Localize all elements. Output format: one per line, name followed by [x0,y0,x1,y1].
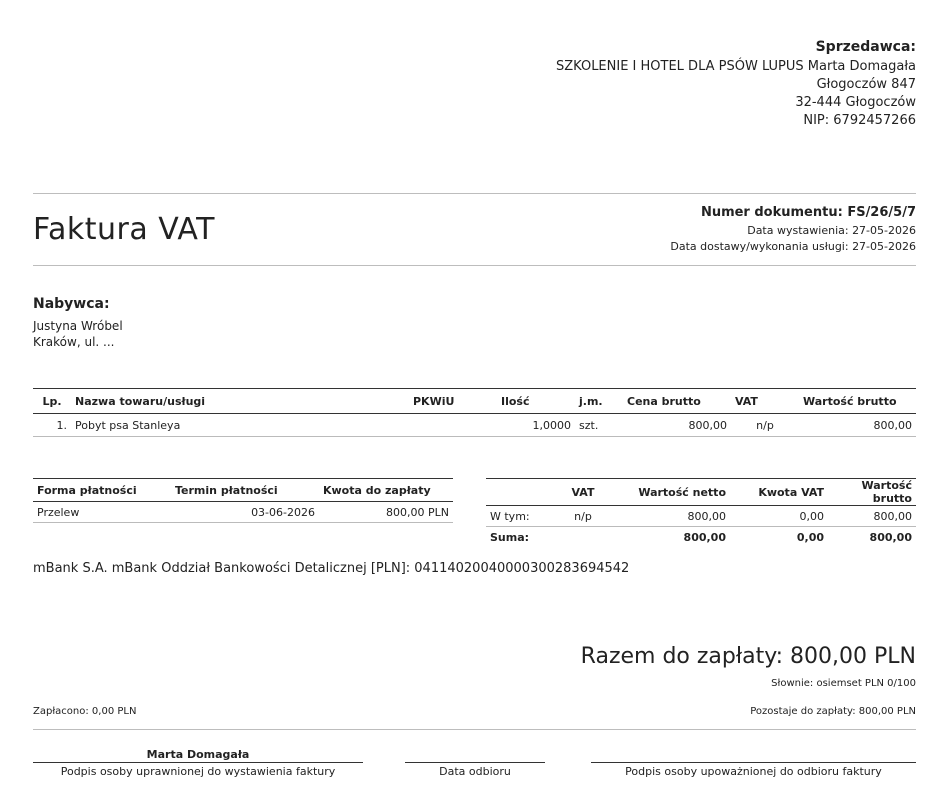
table-row [486,527,916,548]
issue-date: Data wystawienia: 27-05-2026 [747,224,916,237]
payment-due: 03-06-2026 [171,502,319,523]
bank-account: mBank S.A. mBank Oddział Bankowości Detalicznej [PLN]: 04114020040000300283694542 [33,561,630,576]
receiver-caption: Podpis osoby upoważnionej do odbioru faktury [591,762,916,778]
col-vat-gross: Wartość brutto [828,479,916,506]
vat-header-row [486,479,916,506]
document-number: Numer dokumentu: FS/26/5/7 [700,205,916,220]
col-pkwiu: PKWiU [409,389,497,414]
col-payment-due: Termin płatności [171,479,319,502]
amount-paid: Zapłacono: 0,00 PLN [33,706,137,717]
col-vat-rate: VAT [554,479,612,506]
col-lp: Lp. [33,389,71,414]
document-meta [670,205,916,255]
sum-vat-amount: 0,00 [796,530,824,544]
seller-name: SZKOLENIE I HOTEL DLA PSÓW LUPUS Marta Domagała [555,59,916,74]
col-gross: Wartość brutto [799,389,916,414]
payment-method: Przelew [33,502,171,523]
seller-nip: NIP: 6792457266 [803,113,916,128]
cell-pkwiu [409,414,497,437]
payment-amount: 800,00 PLN [319,502,453,523]
vat-row-gross: 800,00 [828,506,916,527]
receiver-signature [591,748,916,778]
sum-gross: 800,00 [869,530,912,544]
buyer-block [33,296,123,349]
col-payment-amount: Kwota do zapłaty [319,479,453,502]
col-name: Nazwa towaru/usługi [71,389,409,414]
cell-gross: 800,00 [799,414,916,437]
buyer-heading: Nabywca: [33,296,110,312]
buyer-name: Justyna Wróbel [33,319,123,333]
payment-header-row [33,479,453,502]
sum-rate [554,527,612,548]
divider-signatures [33,729,916,730]
cell-name: Pobyt psa Stanleya [71,414,409,437]
items-table [33,388,916,437]
issuer-caption: Podpis osoby uprawnionej do wystawienia faktury [33,762,363,778]
col-vat-amount: Kwota VAT [730,479,828,506]
items-header-row [33,389,916,414]
seller-street: Głogoczów 847 [816,77,916,92]
document-title: Faktura VAT [33,212,215,247]
vat-row-net: 800,00 [612,506,730,527]
vat-summary-table [486,478,916,547]
vat-row-amount: 0,00 [730,506,828,527]
sum-label: Suma: [490,530,530,544]
col-qty: Ilość [497,389,575,414]
divider-title [33,265,916,266]
divider-top [33,193,916,194]
issuer-name: Marta Domagała [146,748,250,761]
table-row [33,502,453,523]
cell-lp: 1. [33,414,71,437]
col-unit: j.m. [575,389,623,414]
payment-table [33,478,453,523]
sum-net: 800,00 [683,530,726,544]
receipt-date [405,748,545,778]
vat-row-label: W tym: [486,506,554,527]
col-vat-net: Wartość netto [612,479,730,506]
delivery-date: Data dostawy/wykonania usługi: 27-05-2026 [670,240,916,253]
receipt-date-caption: Data odbioru [405,762,545,778]
vat-row-rate: n/p [554,506,612,527]
cell-vat: n/p [731,414,799,437]
seller-block [556,38,916,130]
cell-qty: 1,0000 [497,414,575,437]
amount-remaining: Pozostaje do zapłaty: 800,00 PLN [750,706,916,717]
table-row [486,506,916,527]
total-due: Razem do zapłaty: 800,00 PLN [580,644,916,669]
table-row [33,414,916,437]
buyer-details [33,318,123,349]
col-vat: VAT [731,389,799,414]
cell-price: 800,00 [623,414,731,437]
col-vat-label [486,479,554,506]
cell-unit: szt. [575,414,623,437]
col-payment-method: Forma płatności [33,479,171,502]
seller-heading: Sprzedawca: [815,39,916,55]
seller-city: 32-444 Głogoczów [795,95,916,110]
col-price: Cena brutto [623,389,731,414]
issuer-signature [33,748,363,778]
amount-in-words: Słownie: osiemset PLN 0/100 [771,678,916,689]
buyer-address: Kraków, ul. ... [33,335,115,349]
